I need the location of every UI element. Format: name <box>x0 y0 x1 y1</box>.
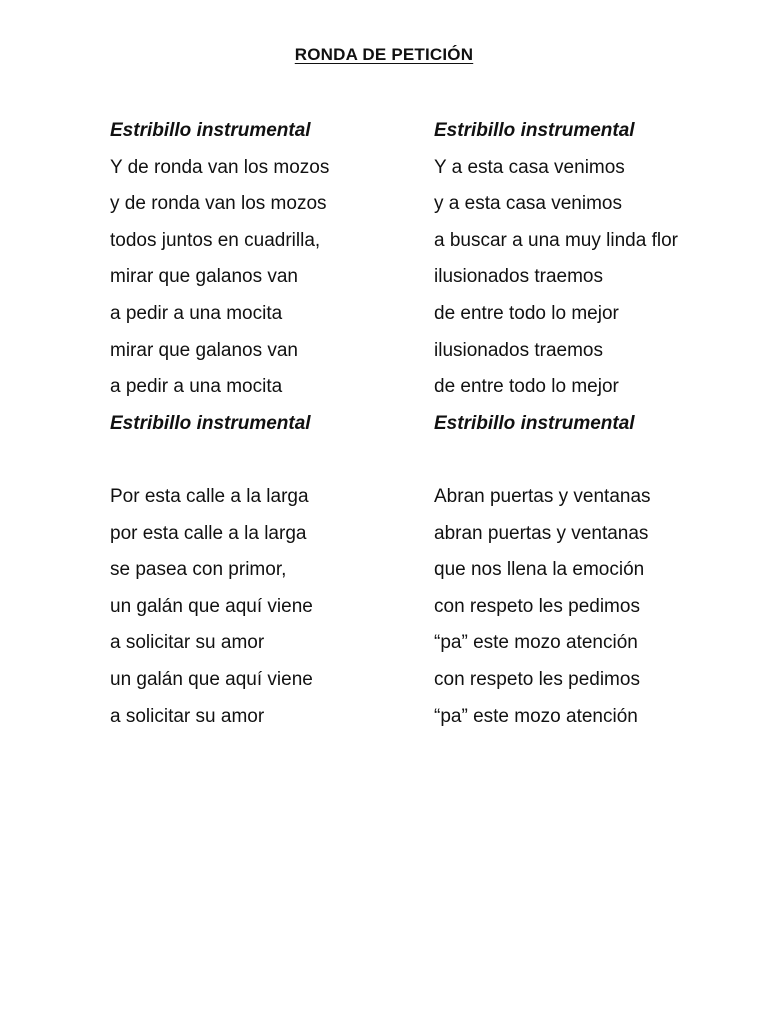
verse-line: Por esta calle a la larga <box>110 485 309 507</box>
verse-line: un galán que aquí viene <box>110 668 313 690</box>
refrain-line: Estribillo instrumental <box>110 120 311 141</box>
verse-line: “pa” este mozo atención <box>434 632 638 654</box>
verse-line: abran puertas y ventanas <box>434 522 649 544</box>
verse-line: “pa” este mozo atención <box>434 705 638 727</box>
verse-line: Abran puertas y ventanas <box>434 485 651 507</box>
stanza-gap <box>434 442 764 479</box>
verse-line: todos juntos en cuadrilla, <box>110 229 321 251</box>
verse-line: y a esta casa venimos <box>434 193 622 215</box>
verse-line: a solicitar su amor <box>110 632 265 654</box>
stanza-gap <box>110 442 410 479</box>
refrain-line: Estribillo instrumental <box>434 120 635 141</box>
verse-line: de entre todo lo mejor <box>434 376 619 398</box>
verse-line: se pasea con primor, <box>110 559 287 581</box>
verse-line: a buscar a una muy linda flor <box>434 229 678 251</box>
verse-line: que nos llena la emoción <box>434 559 645 581</box>
verse-line: a pedir a una mocita <box>110 302 283 324</box>
verse-line: de entre todo lo mejor <box>434 302 619 324</box>
verse-line: a pedir a una mocita <box>110 376 283 398</box>
document-title: RONDA DE PETICIÓN <box>294 45 474 64</box>
refrain-line: Estribillo instrumental <box>110 412 311 434</box>
refrain-line: Estribillo instrumental <box>434 412 635 434</box>
verse-line: y de ronda van los mozos <box>110 193 327 215</box>
verse-line: ilusionados traemos <box>434 266 603 288</box>
verse-line: mirar que galanos van <box>110 266 298 288</box>
verse-line: con respeto les pedimos <box>434 668 640 690</box>
verse-line: Y de ronda van los mozos <box>110 156 330 178</box>
verse-line: ilusionados traemos <box>434 339 603 361</box>
verse-line: por esta calle a la larga <box>110 522 307 544</box>
verse-line: Y a esta casa venimos <box>434 156 625 178</box>
verse-line: un galán que aquí viene <box>110 595 313 617</box>
verse-line: mirar que galanos van <box>110 339 298 361</box>
verse-line: a solicitar su amor <box>110 705 265 727</box>
verse-line: con respeto les pedimos <box>434 595 640 617</box>
right-column <box>434 113 764 735</box>
left-column <box>110 113 410 735</box>
